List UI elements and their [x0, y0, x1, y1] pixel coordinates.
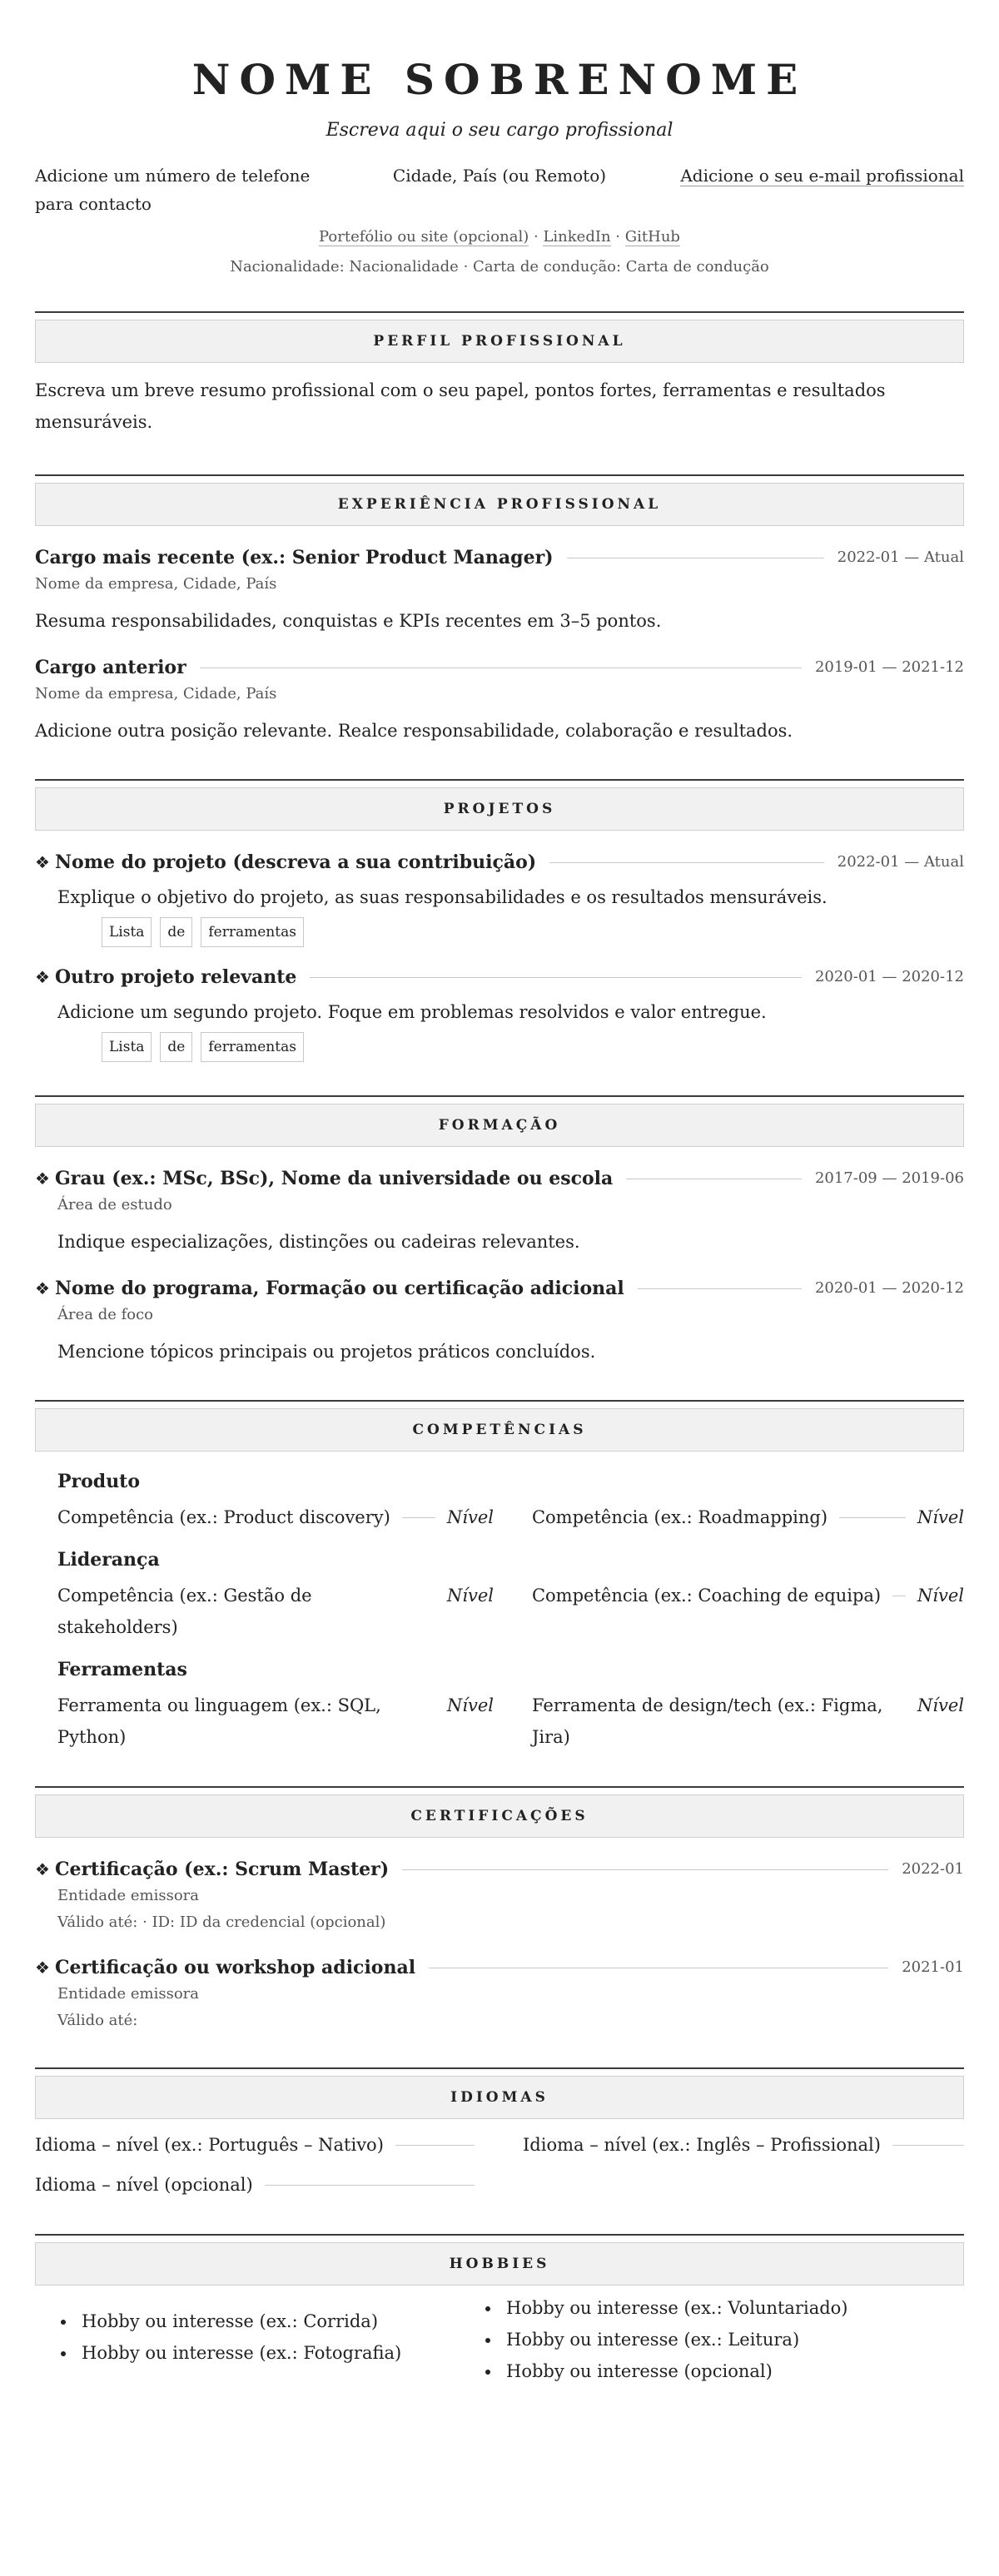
skill-level: Nível [446, 1586, 494, 1606]
experience-item [35, 654, 964, 746]
nationality: Nacionalidade: Nacionalidade [230, 258, 459, 275]
project-item [35, 849, 964, 947]
language-item: Idioma – nível (ex.: Inglês – Profissional) [523, 2135, 881, 2155]
section-heading: IDIOMAS [35, 2076, 964, 2119]
linkedin-link[interactable]: LinkedIn [543, 228, 611, 246]
skills-section [35, 1400, 964, 1753]
skill-category: Ferramentas [57, 1659, 187, 1680]
job-title: Escreva aqui o seu cargo profissional [326, 120, 673, 141]
tag: ferramentas [201, 917, 304, 947]
phone-field: Adicione um número de telefone para contacto [35, 166, 311, 214]
date-range: 2020-01 — 2020-12 [814, 1279, 964, 1297]
education-item [35, 1165, 964, 1257]
dotted-leader [839, 1517, 906, 1518]
location-field: Cidade, País (ou Remoto) [392, 166, 607, 186]
date: 2021-01 [902, 1958, 964, 1976]
tag: Lista [102, 1032, 152, 1062]
projects-section [35, 779, 964, 1062]
validity: Válido até: [57, 2012, 138, 2029]
hobby-item: • Hobby ou interesse (ex.: Fotografia) [77, 2337, 460, 2369]
skill-name: Competência (ex.: Product discovery) [57, 1507, 390, 1527]
section-heading: CERTIFICAÇÕES [35, 1794, 964, 1838]
diamond-bullet-icon: ❖ [35, 1169, 50, 1189]
education-item [35, 1275, 964, 1367]
dotted-leader [402, 1869, 888, 1870]
date: 2022-01 [902, 1860, 964, 1878]
date-range: 2022-01 — Atual [837, 548, 964, 566]
section-divider [35, 2234, 964, 2236]
section-divider [35, 779, 964, 781]
skill-name: Competência (ex.: Gestão de stakeholders) [57, 1586, 312, 1637]
skill-name: Competência (ex.: Roadmapping) [531, 1507, 828, 1527]
job-role: Cargo anterior [35, 657, 186, 678]
dotted-leader [265, 2185, 475, 2186]
tag: Lista [102, 917, 152, 947]
section-divider [35, 1400, 964, 1402]
section-heading: COMPETÊNCIAS [35, 1408, 964, 1452]
skill-name: Competência (ex.: Coaching de equipa) [531, 1586, 882, 1606]
company: Nome da empresa, Cidade, País [35, 575, 277, 593]
certifications-section [35, 1786, 964, 2034]
tag: ferramentas [201, 1032, 304, 1062]
project-title: Nome do projeto (descreva a sua contribuição) [54, 851, 537, 873]
section-divider [35, 311, 964, 313]
description: Resuma responsabilidades, conquistas e KPIs recentes em 3–5 pontos. [35, 611, 662, 631]
dotted-leader [892, 2145, 964, 2146]
skill-category: Produto [57, 1471, 141, 1492]
dotted-leader [402, 1517, 435, 1518]
date-range: 2022-01 — Atual [837, 853, 964, 871]
hobby-item: • Hobby ou interesse (ex.: Leitura) [501, 2324, 934, 2355]
section-heading: PERFIL PROFISSIONAL [35, 320, 964, 363]
skill-level: Nível [446, 1695, 494, 1715]
experience-section [35, 474, 964, 746]
candidate-name: NOME SOBRENOME [191, 55, 808, 104]
languages-section [35, 2067, 964, 2201]
issuer: Entidade emissora [57, 1887, 199, 1904]
skill-name: Ferramenta de design/tech (ex.: Figma, Jira) [531, 1695, 883, 1747]
tag: de [160, 917, 192, 947]
degree-title: Grau (ex.: MSc, BSc), Nome da universidade ou escola [54, 1168, 614, 1189]
education-section [35, 1095, 964, 1367]
company: Nome da empresa, Cidade, País [35, 685, 277, 702]
contact-row [35, 161, 964, 218]
job-role: Cargo mais recente (ex.: Senior Product Manager) [35, 547, 554, 568]
project-title: Outro projeto relevante [54, 966, 297, 988]
hobby-item: • Hobby ou interesse (ex.: Voluntariado) [501, 2292, 934, 2324]
project-item [35, 964, 964, 1062]
meta-row [35, 255, 964, 280]
section-divider [35, 2067, 964, 2069]
language-item: Idioma – nível (ex.: Português – Nativo) [35, 2135, 384, 2155]
hobbies-section [35, 2234, 964, 2387]
skill-level: Nível [917, 1695, 964, 1715]
section-divider [35, 474, 964, 476]
issuer: Entidade emissora [57, 1985, 199, 2003]
driving-licence: Carta de condução: Carta de condução [473, 258, 769, 275]
field-of-study: Área de estudo [57, 1196, 172, 1214]
date-range: 2017-09 — 2019-06 [814, 1169, 964, 1187]
email-link[interactable]: Adicione o seu e-mail profissional [680, 166, 964, 186]
degree-title: Nome do programa, Formação ou certificação adicional [54, 1278, 624, 1299]
tool-tags [35, 917, 964, 947]
description: Indique especializações, distinções ou cadeiras relevantes. [57, 1232, 580, 1252]
skill-group [35, 1546, 964, 1643]
section-divider [35, 1095, 964, 1097]
skill-level: Nível [917, 1507, 964, 1527]
description: Explique o objetivo do projeto, as suas responsabilidades e os resultados mensuráveis. [57, 887, 828, 907]
dotted-leader [549, 862, 824, 863]
profile-section [35, 311, 964, 438]
description: Adicione um segundo projeto. Foque em problemas resolvidos e valor entregue. [57, 1002, 767, 1022]
skill-group [35, 1656, 964, 1753]
skill-level: Nível [917, 1586, 964, 1606]
section-heading: FORMAÇÃO [35, 1104, 964, 1147]
link-separator: · [533, 228, 539, 246]
tag: de [160, 1032, 192, 1062]
meta-separator: · [463, 258, 469, 275]
diamond-bullet-icon: ❖ [35, 1859, 50, 1879]
hobby-item: • Hobby ou interesse (ex.: Corrida) [77, 2305, 460, 2337]
certification-item [35, 1856, 964, 1936]
github-link[interactable]: GitHub [624, 228, 680, 246]
skill-group [35, 1468, 964, 1533]
certification-title: Certificação (ex.: Scrum Master) [54, 1859, 390, 1880]
language-item: Idioma – nível (opcional) [35, 2175, 253, 2195]
dotted-leader [638, 1288, 802, 1289]
skill-name: Ferramenta ou linguagem (ex.: SQL, Python) [57, 1695, 381, 1747]
dotted-leader [310, 977, 802, 978]
diamond-bullet-icon: ❖ [35, 852, 50, 872]
dotted-leader [395, 2145, 475, 2146]
description: Adicione outra posição relevante. Realce responsabilidade, colaboração e resultados. [35, 721, 793, 741]
portfolio-link[interactable]: Portefólio ou site (opcional) [319, 228, 529, 246]
section-heading: PROJETOS [35, 787, 964, 831]
skill-category: Liderança [57, 1549, 160, 1571]
hobbies-list-left [35, 2305, 460, 2387]
hobby-item: • Hobby ou interesse (opcional) [501, 2355, 934, 2387]
profile-summary: Escreva um breve resumo profissional com o seu papel, pontos fortes, ferramentas e resultados mensuráveis. [35, 380, 886, 432]
email-field [648, 161, 964, 190]
diamond-bullet-icon: ❖ [35, 1958, 50, 1978]
section-heading: HOBBIES [35, 2242, 964, 2286]
experience-item [35, 544, 964, 636]
section-divider [35, 1786, 964, 1788]
date-range: 2020-01 — 2020-12 [814, 968, 964, 985]
validity: Válido até: · ID: ID da credencial (opcional) [57, 1913, 386, 1931]
description: Mencione tópicos principais ou projetos práticos concluídos. [57, 1342, 596, 1362]
certification-title: Certificação ou workshop adicional [54, 1957, 416, 1978]
diamond-bullet-icon: ❖ [35, 967, 50, 987]
skill-level: Nível [446, 1507, 494, 1527]
link-separator: · [615, 228, 621, 246]
certification-item [35, 1954, 964, 2034]
date-range: 2019-01 — 2021-12 [814, 658, 964, 676]
diamond-bullet-icon: ❖ [35, 1278, 50, 1298]
field-of-study: Área de foco [57, 1306, 154, 1323]
hobbies-list-right [460, 2292, 934, 2387]
tool-tags [35, 1032, 964, 1062]
section-heading: EXPERIÊNCIA PROFISSIONAL [35, 483, 964, 526]
links-row [35, 225, 964, 250]
